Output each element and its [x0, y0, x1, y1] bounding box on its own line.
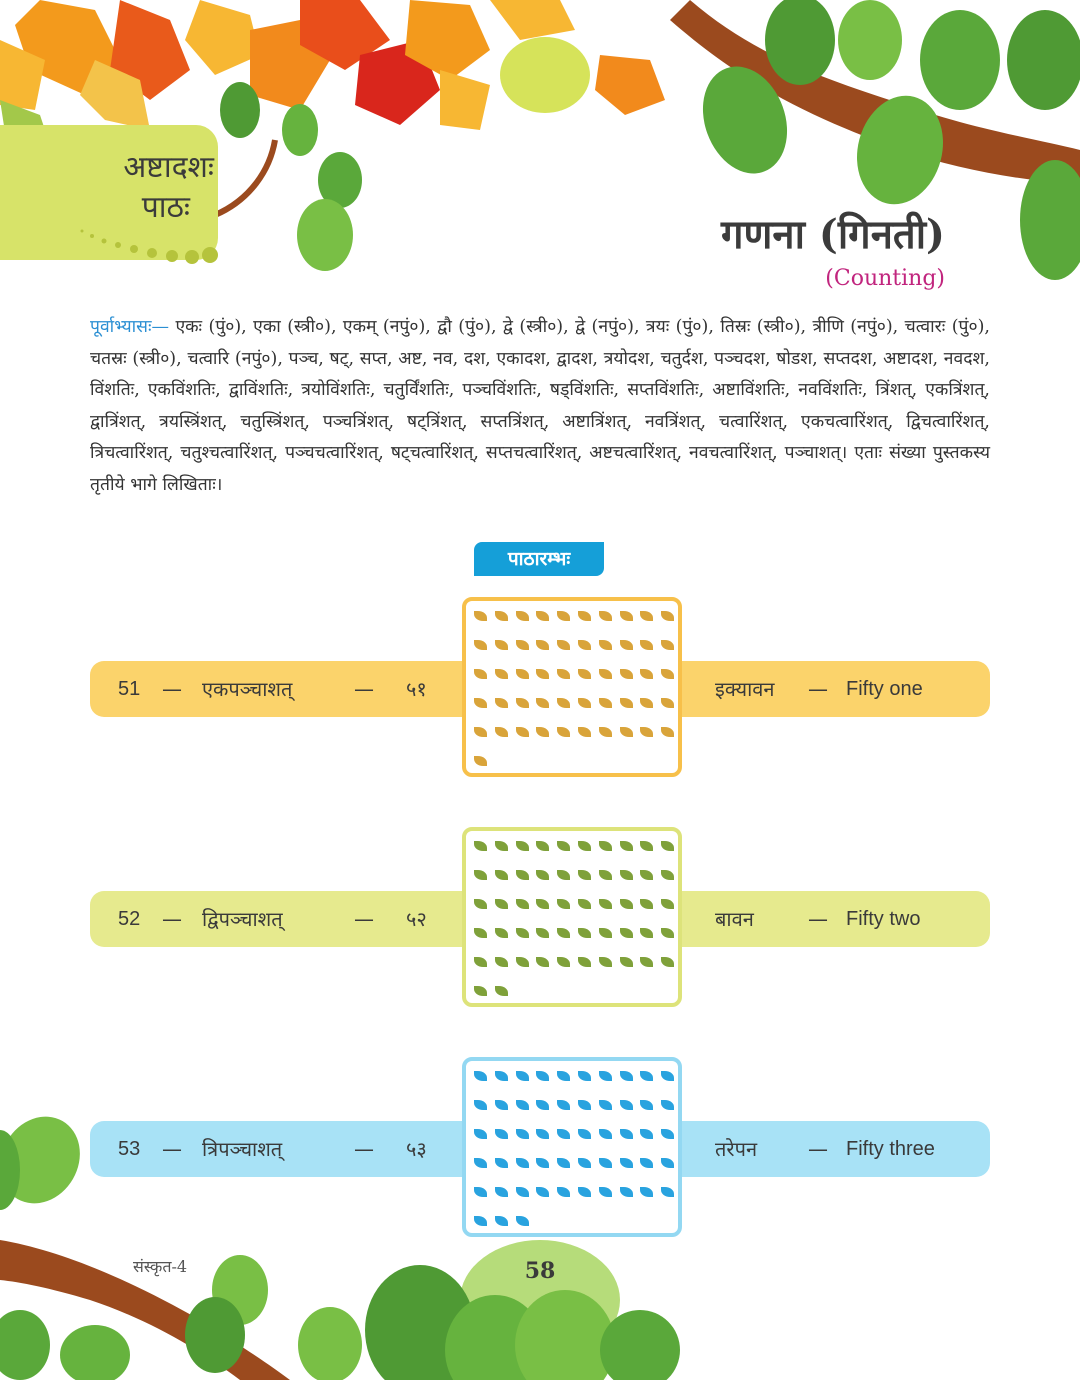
leaf-icon [661, 727, 674, 737]
leaf-icon [599, 1071, 612, 1081]
leaf-icon [557, 957, 570, 967]
leaf-icon [536, 928, 549, 938]
leaf-icon [516, 928, 529, 938]
revision-paragraph [90, 312, 990, 501]
leaf-icon [474, 928, 487, 938]
leaf-icon [620, 870, 633, 880]
leaf-icon [474, 698, 487, 708]
dash: — [808, 907, 828, 931]
leaf-icon [661, 698, 674, 708]
leaf-icon [516, 1216, 529, 1226]
number-value: 53 [118, 1138, 141, 1160]
decorative-dots [80, 225, 220, 270]
leaf-icon [661, 1100, 674, 1110]
leaf-icon [640, 640, 653, 650]
leaf-icon [661, 611, 674, 621]
leaf-icon [620, 1129, 633, 1139]
dash: — [162, 907, 182, 931]
hindi-word: इक्यावन [715, 677, 775, 701]
leaf-icon [495, 928, 508, 938]
revision-label: पूर्वाभ्यासः— [90, 317, 170, 337]
leaf-icon [640, 1187, 653, 1197]
leaf-icon [578, 957, 591, 967]
leaf-icon [474, 1158, 487, 1168]
leaf-icon [557, 1100, 570, 1110]
leaf-icon [516, 640, 529, 650]
leaf-icon [599, 611, 612, 621]
leaf-icon [536, 698, 549, 708]
leaf-icon [640, 928, 653, 938]
leaf-icon [495, 841, 508, 851]
leaf-icon [474, 957, 487, 967]
leaf-icon [578, 870, 591, 880]
leaf-icon [599, 1187, 612, 1197]
leaf-icon [516, 1158, 529, 1168]
number-value: 52 [118, 908, 141, 930]
leaf-icon [599, 669, 612, 679]
leaf-icon [620, 928, 633, 938]
leaf-icon [620, 957, 633, 967]
leaf-icon [640, 870, 653, 880]
leaf-icon [495, 1216, 508, 1226]
leaf-icon [495, 899, 508, 909]
leaf-icon [536, 870, 549, 880]
leaf-icon [578, 611, 591, 621]
leaf-icon [516, 611, 529, 621]
leaf-icon [640, 698, 653, 708]
leaf-icon [578, 1129, 591, 1139]
leaf-icon [661, 669, 674, 679]
leaf-icon [516, 841, 529, 851]
leaf-icon [516, 1071, 529, 1081]
hindi-word: बावन [715, 907, 754, 931]
leaf-icon [495, 611, 508, 621]
sanskrit-word: एकपञ्चाशत् [202, 677, 293, 701]
leaf-count-box [462, 1057, 682, 1237]
leaf-icon [557, 1158, 570, 1168]
leaf-icon [474, 899, 487, 909]
leaf-icon [536, 899, 549, 909]
leaf-icon [578, 669, 591, 679]
leaf-icon [620, 1071, 633, 1081]
leaf-icon [599, 727, 612, 737]
leaf-icon [620, 1187, 633, 1197]
leaf-icon [474, 1071, 487, 1081]
hindi-word: तरेपन [715, 1137, 758, 1161]
dash: — [162, 677, 182, 701]
leaf-icon [557, 669, 570, 679]
leaf-icon [495, 698, 508, 708]
leaf-icon [536, 611, 549, 621]
leaf-icon [495, 1158, 508, 1168]
leaf-icon [578, 841, 591, 851]
leaf-icon [640, 669, 653, 679]
leaf-icon [557, 899, 570, 909]
lesson-tab-branch [215, 82, 362, 271]
leaf-icon [578, 1158, 591, 1168]
leaf-icon [640, 899, 653, 909]
leaf-icon [474, 669, 487, 679]
leaf-icon [516, 669, 529, 679]
leaf-icon [661, 1071, 674, 1081]
page-subtitle: (Counting) [825, 266, 945, 291]
leaf-icon [578, 1071, 591, 1081]
dash: — [354, 907, 374, 931]
leaf-icon [620, 727, 633, 737]
leaf-icon [536, 841, 549, 851]
leaf-icon [578, 1187, 591, 1197]
leaf-icon [557, 640, 570, 650]
leaf-icon [516, 870, 529, 880]
leaf-icon [557, 1187, 570, 1197]
sanskrit-word: द्विपञ्चाशत् [202, 907, 283, 931]
leaf-icon [599, 870, 612, 880]
leaf-icon [474, 1129, 487, 1139]
leaf-icon [599, 1158, 612, 1168]
leaf-icon [599, 640, 612, 650]
leaf-icon [661, 928, 674, 938]
devanagari-numeral: ५२ [406, 907, 427, 931]
leaf-icon [578, 928, 591, 938]
leaf-icon [495, 870, 508, 880]
leaf-icon [474, 986, 487, 996]
leaf-icon [578, 1100, 591, 1110]
leaf-icon [474, 640, 487, 650]
leaf-icon [578, 727, 591, 737]
leaf-count-box [462, 597, 682, 777]
autumn-leaves-cluster-center [250, 0, 665, 130]
english-word: Fifty three [846, 1138, 935, 1160]
leaf-icon [536, 727, 549, 737]
leaf-icon [516, 1187, 529, 1197]
leaf-icon [474, 1187, 487, 1197]
leaf-icon [640, 727, 653, 737]
leaf-icon [620, 841, 633, 851]
leaf-icon [661, 899, 674, 909]
leaf-icon [474, 870, 487, 880]
leaf-icon [495, 1129, 508, 1139]
leaf-icon [557, 1071, 570, 1081]
dash: — [808, 1137, 828, 1161]
leaf-icon [640, 1100, 653, 1110]
leaf-icon [536, 1071, 549, 1081]
leaf-icon [495, 669, 508, 679]
leaf-icon [536, 957, 549, 967]
lesson-label [0, 148, 214, 228]
leaf-icon [536, 669, 549, 679]
leaf-icon [599, 1100, 612, 1110]
book-name: संस्कृत-4 [133, 1257, 188, 1276]
leaf-icon [620, 1100, 633, 1110]
leaf-count-box [462, 827, 682, 1007]
leaf-icon [620, 611, 633, 621]
leaf-icon [557, 1129, 570, 1139]
page-number: 58 [524, 1258, 556, 1284]
leaf-icon [599, 928, 612, 938]
leaf-icon [620, 899, 633, 909]
leaf-icon [599, 841, 612, 851]
leaf-icon [661, 957, 674, 967]
leaf-icon [536, 1129, 549, 1139]
leaf-icon [661, 1129, 674, 1139]
leaf-icon [495, 957, 508, 967]
leaf-icon [640, 957, 653, 967]
leaf-icon [640, 611, 653, 621]
leaf-icon [661, 640, 674, 650]
leaf-icon [474, 727, 487, 737]
leaf-icon [661, 841, 674, 851]
leaf-icon [516, 1129, 529, 1139]
leaf-icon [557, 841, 570, 851]
leaf-icon [557, 698, 570, 708]
leaf-icon [620, 669, 633, 679]
leaf-icon [640, 1129, 653, 1139]
leaf-icon [474, 841, 487, 851]
leaf-icon [495, 1100, 508, 1110]
english-word: Fifty one [846, 678, 923, 700]
leaf-icon [620, 1158, 633, 1168]
leaf-icon [474, 1216, 487, 1226]
lesson-label-line1: अष्टादशः [123, 150, 214, 185]
lesson-label-line2: पाठः [141, 190, 190, 225]
page-title: गणना (गिनती) [720, 211, 945, 258]
lesson-start-badge: पाठारम्भः [474, 542, 604, 576]
leaf-icon [578, 698, 591, 708]
leaf-icon [578, 899, 591, 909]
leaf-icon [474, 1100, 487, 1110]
leaf-icon [474, 756, 487, 766]
leaf-icon [516, 899, 529, 909]
leaf-icon [599, 698, 612, 708]
leaf-icon [661, 870, 674, 880]
leaf-icon [640, 841, 653, 851]
leaf-icon [495, 640, 508, 650]
leaf-icon [536, 1187, 549, 1197]
leaf-icon [557, 611, 570, 621]
leaf-icon [578, 640, 591, 650]
devanagari-numeral: ५३ [406, 1137, 427, 1161]
leaf-icon [640, 1158, 653, 1168]
leaf-icon [599, 957, 612, 967]
leaf-icon [516, 1100, 529, 1110]
leaf-icon [640, 1071, 653, 1081]
leaf-icon [495, 1071, 508, 1081]
leaf-icon [516, 957, 529, 967]
leaf-icon [599, 1129, 612, 1139]
english-word: Fifty two [846, 908, 921, 930]
leaf-icon [516, 727, 529, 737]
leaf-icon [495, 727, 508, 737]
sanskrit-word: त्रिपञ्चाशत् [202, 1137, 283, 1161]
leaf-icon [474, 611, 487, 621]
dash: — [354, 677, 374, 701]
dash: — [162, 1137, 182, 1161]
leaf-icon [536, 1100, 549, 1110]
leaf-icon [495, 1187, 508, 1197]
leaf-icon [557, 928, 570, 938]
leaf-icon [661, 1158, 674, 1168]
leaf-icon [536, 1158, 549, 1168]
leaf-icon [620, 640, 633, 650]
revision-text: एकः (पुं०), एका (स्त्री०), एकम् (नपुं०), द्वौ (पुं०), द्वे (स्त्री०), द्वे (नपुं०), त्रयः (पुं०), तिस्रः (स्त्री०), त्रीणि (नपुं०), चत्वारः (पुं०), चतस्रः (स्त्री०), चत्वारि (नपुं०), पञ्च, षट्, सप्त, अष्ट, नव, दश, एकादश, द्वादश, त्रयोदश, चतुर्दश, पञ्चदश, षोडश, सप्तदश, अष्टादश, नवदश, विंशतिः, एकविंशतिः, द्वाविंशतिः, त्रयोविंशतिः, चतुर्विंशतिः, पञ्चविंशतिः, षड्विंशतिः, सप्तविंशतिः, अष्टाविंशतिः, नवविंशतिः, त्रिंशत्, एकत्रिंशत्, द्वात्रिंशत्, त्रयस्त्रिंशत्, चतुस्त्रिंशत्, पञ्चत्रिंशत्, षट्त्रिंशत्, सप्तत्रिंशत्, अष्टात्रिंशत्, नवत्रिंशत्, चत्वारिंशत्, एकचत्वारिंशत्, द्विचत्वारिंशत्, त्रिचत्वारिंशत्, चतुश्चत्वारिंशत्, पञ्चचत्वारिंशत्, षट्चत्वारिंशत्, सप्तचत्वारिंशत्, अष्टचत्वारिंशत्, नवचत्वारिंशत्, पञ्चाशत्। एताः संख्या पुस्तकस्य तृतीये भागे लिखिताः। [90, 317, 990, 495]
leaf-icon [557, 870, 570, 880]
leaf-icon [495, 986, 508, 996]
leaf-icon [557, 727, 570, 737]
leaf-icon [620, 698, 633, 708]
leaf-icon [516, 698, 529, 708]
leaf-icon [536, 640, 549, 650]
leaf-icon [661, 1187, 674, 1197]
devanagari-numeral: ५१ [406, 677, 427, 701]
leaf-icon [599, 899, 612, 909]
number-value: 51 [118, 678, 141, 700]
dash: — [808, 677, 828, 701]
dash: — [354, 1137, 374, 1161]
